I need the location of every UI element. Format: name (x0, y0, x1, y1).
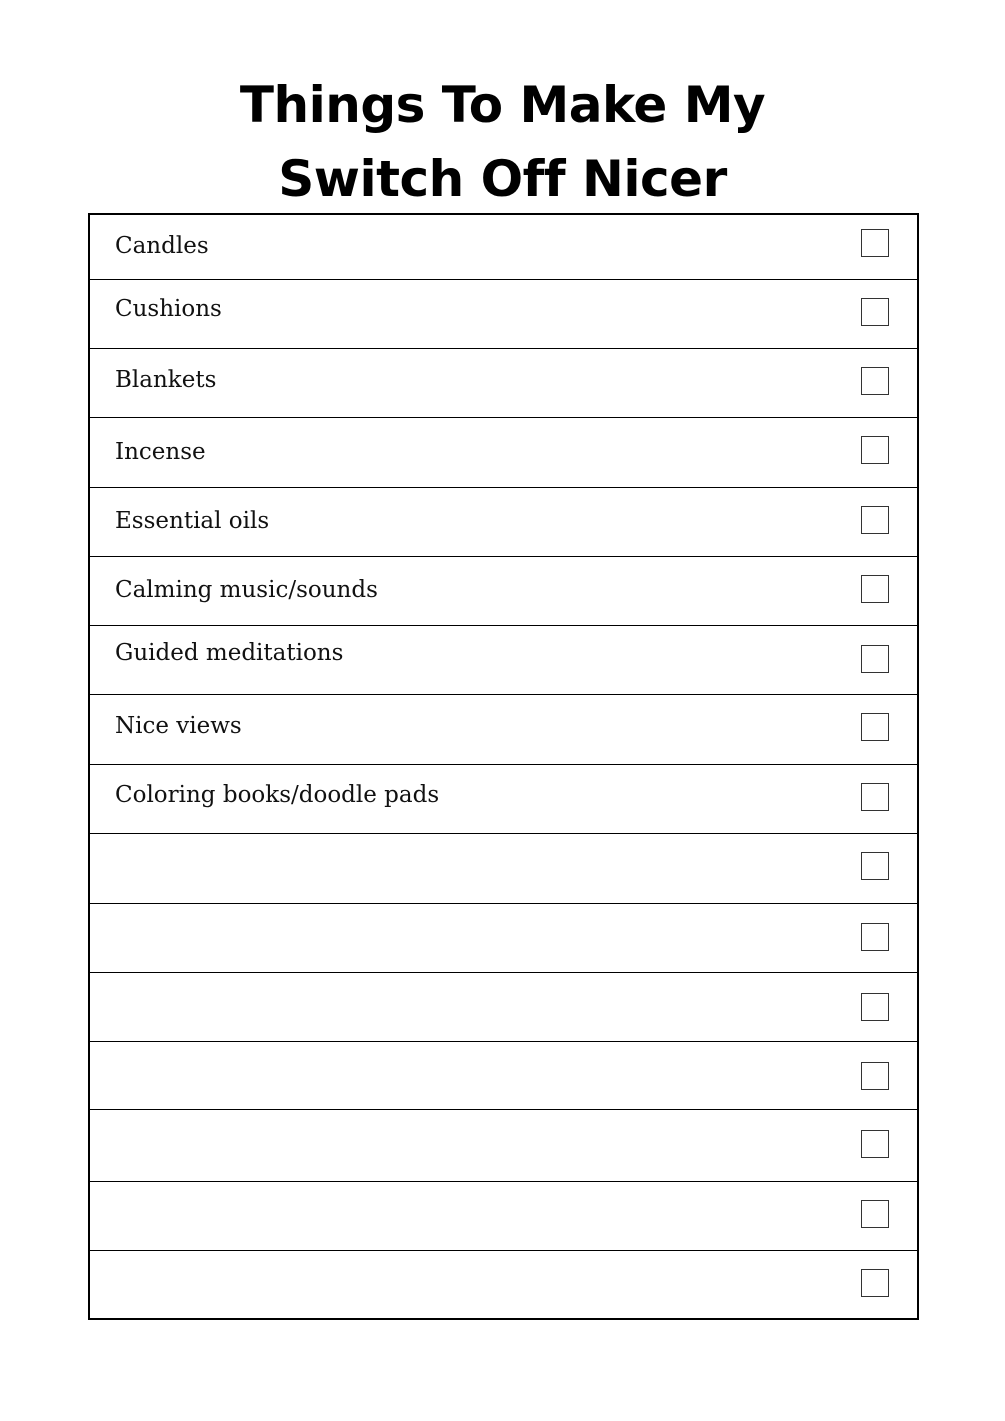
checklist-item-label: Guided meditations (115, 640, 344, 666)
checkbox[interactable] (861, 783, 889, 811)
checklist-row (90, 488, 917, 557)
checkbox[interactable] (861, 993, 889, 1021)
checklist-item-label: Coloring books/doodle pads (115, 782, 440, 808)
checklist-row (90, 1182, 917, 1251)
checkbox[interactable] (861, 436, 889, 464)
title-line-2: Switch Off Nicer (278, 150, 727, 208)
checklist-item-label: Incense (115, 439, 206, 465)
checklist-row (90, 834, 917, 904)
checkbox[interactable] (861, 1130, 889, 1158)
checkbox[interactable] (861, 229, 889, 257)
title-line-1: Things To Make My (239, 76, 766, 134)
checklist-item-label: Candles (115, 233, 209, 259)
checklist-row (90, 695, 917, 765)
checkbox[interactable] (861, 575, 889, 603)
page-title (0, 68, 1005, 216)
checklist-item-label: Calming music/sounds (115, 577, 378, 603)
checkbox[interactable] (861, 1200, 889, 1228)
checklist-row (90, 215, 917, 280)
checkbox[interactable] (861, 923, 889, 951)
checkbox[interactable] (861, 298, 889, 326)
checkbox[interactable] (861, 645, 889, 673)
checkbox[interactable] (861, 1269, 889, 1297)
checkbox[interactable] (861, 506, 889, 534)
checklist-row (90, 1042, 917, 1110)
checklist-item-label: Cushions (115, 296, 222, 322)
checklist-row (90, 280, 917, 349)
checklist-row (90, 904, 917, 973)
checkbox[interactable] (861, 1062, 889, 1090)
checklist-row (90, 418, 917, 488)
checklist-row (90, 626, 917, 695)
checklist-row (90, 1251, 917, 1320)
checkbox[interactable] (861, 852, 889, 880)
checklist-item-label: Blankets (115, 367, 217, 393)
checklist-row (90, 557, 917, 626)
checkbox[interactable] (861, 367, 889, 395)
checklist-table (88, 213, 919, 1320)
checklist-row (90, 349, 917, 418)
checklist-item-label: Nice views (115, 713, 242, 739)
checklist-row (90, 973, 917, 1042)
checkbox[interactable] (861, 713, 889, 741)
checklist-row (90, 765, 917, 834)
checklist-item-label: Essential oils (115, 508, 270, 534)
checklist-row (90, 1110, 917, 1182)
